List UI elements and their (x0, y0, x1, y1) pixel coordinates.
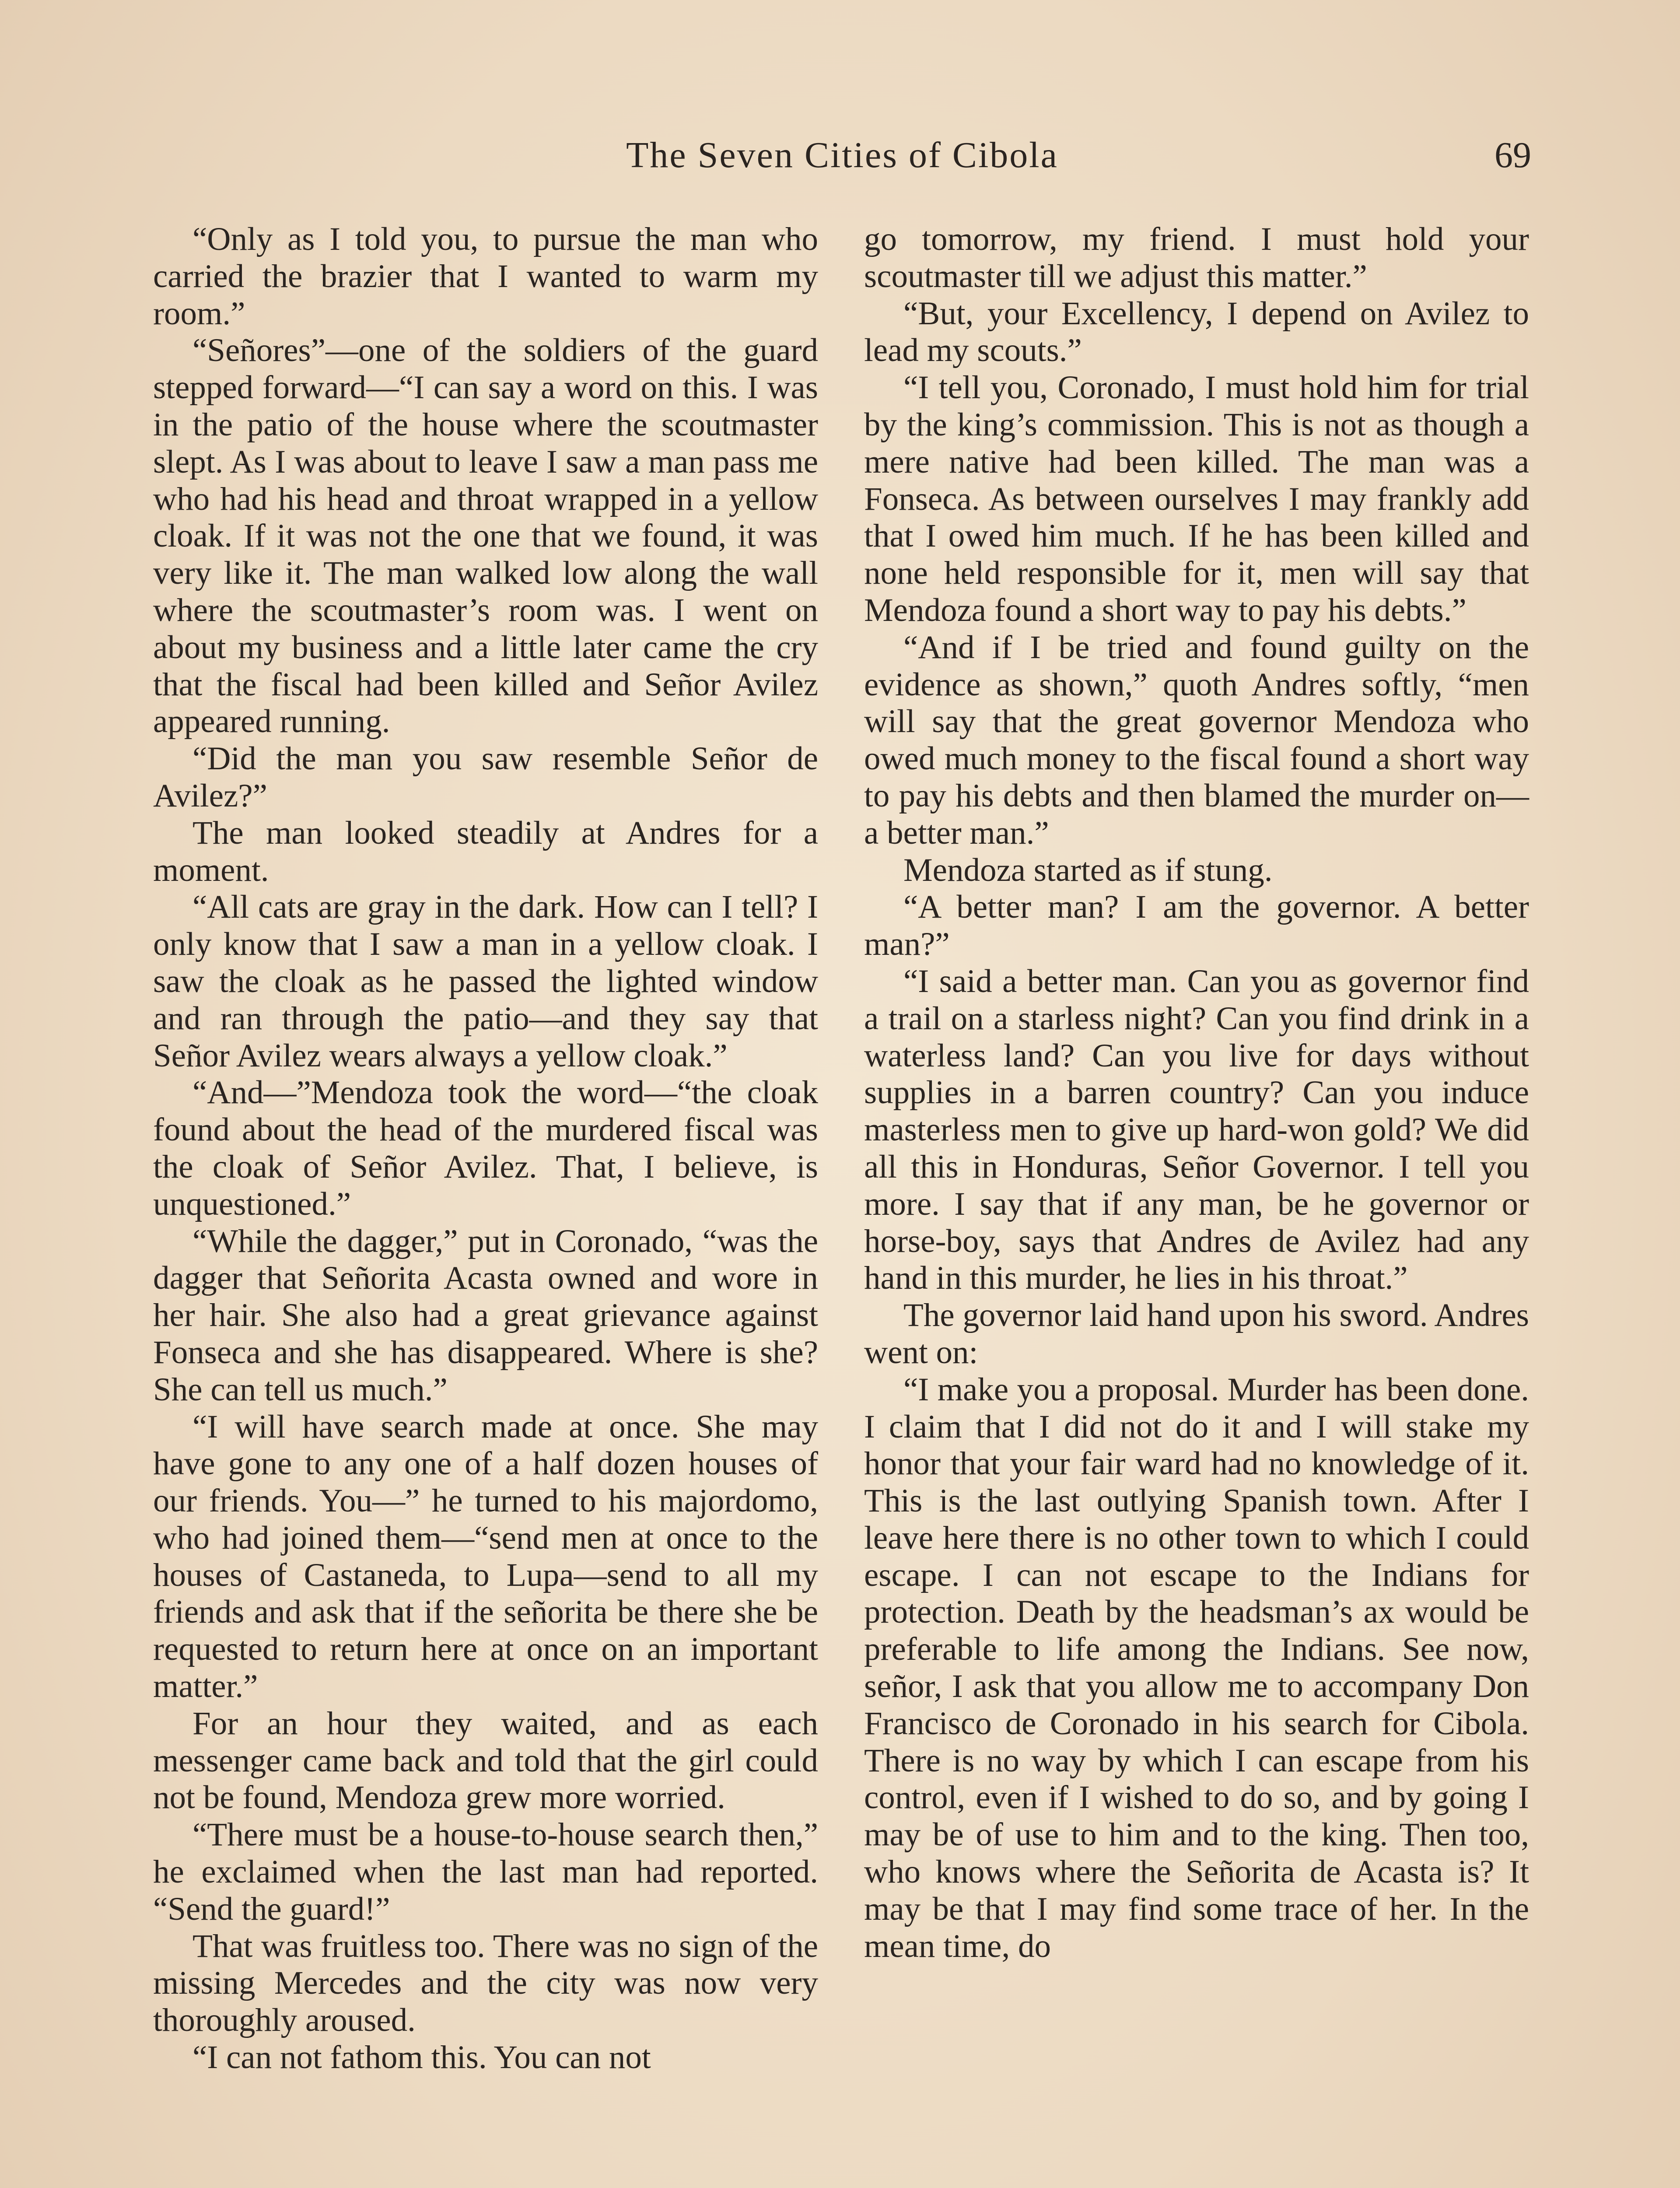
running-title: The Seven Cities of Cibola (626, 135, 1058, 175)
page-header (153, 127, 1531, 184)
paragraph: “All cats are gray in the dark. How can I tell? I only know that I saw a man in a yellow cloak. I saw the cloak as he passed the lighted window and ran through the patio—and they say that Señor Avilez wears always a yellow cloak.” (153, 889, 818, 1074)
paragraph: “While the dagger,” put in Coronado, “was the dagger that Señorita Acasta owned and wore in her hair. She also had a great grievance against Fonseca and she has disappeared. Where is she? She can tell us much.” (153, 1223, 818, 1408)
paragraph: “Only as I told you, to pursue the man who carried the brazier that I wanted to warm my room.” (153, 221, 818, 332)
paragraph: “And—”Mendoza took the word—“the cloak found about the head of the murdered fiscal was the cloak of Señor Avilez. That, I believe, is unquestioned.” (153, 1074, 818, 1222)
paragraph: “I will have search made at once. She may have gone to any one of a half dozen houses of our friends. You—” he turned to his majordomo, who had joined them—“send men at once to the houses of Castaneda, to Lupa—send to all my friends and ask that if the señorita be there she be requested to return here at once on an important matter.” (153, 1408, 818, 1705)
paragraph: Mendoza started as if stung. (903, 852, 1273, 888)
paragraph: “There must be a house-to-house search then,” he exclaimed when the last man had reported. “Send the guard!” (153, 1816, 818, 1927)
paragraph: “Did the man you saw resemble Señor de Avilez?” (153, 740, 818, 814)
right-column (864, 221, 1529, 1965)
paragraph: go tomorrow, my friend. I must hold your scoutmaster till we adjust this matter.” (864, 221, 1529, 295)
paragraph: The governor laid hand upon his sword. Andres went on: (864, 1297, 1529, 1371)
paragraph: The man looked steadily at Andres for a moment. (153, 814, 818, 888)
page-number: 69 (1494, 135, 1531, 175)
paragraph: “A better man? I am the governor. A better man?” (864, 889, 1529, 963)
left-column (153, 221, 818, 2076)
paragraph: “I tell you, Coronado, I must hold him for trial by the king’s commission. This is not as though a mere native had been killed. The man was a Fonseca. As between ourselves I may frankly add that I owed him much. If he has been killed and none held responsible for it, men will say that Mendoza found a short way to pay his debts.” (864, 369, 1529, 628)
paragraph: “And if I be tried and found guilty on the evidence as shown,” quoth Andres softly, “men will say that the great governor Mendoza who owed much money to the fiscal found a short way to pay his debts and then blamed the murder on—a better man.” (864, 629, 1529, 851)
paragraph: “I make you a proposal. Murder has been done. I claim that I did not do it and I will stake my honor that your fair ward had no knowledge of it. This is the last outlying Spanish town. After I leave here there is no other town to which I could escape. I can not escape to the Indians for protection. Death by the headsman’s ax would be preferable to life among the Indians. See now, señor, I ask that you allow me to accompany Don Francisco de Coronado in his search for Cibola. There is no way by which I can escape from his control, even if I wished to do so, and by going I may be of use to him and to the king. Then too, who knows where the Señorita de Acasta is? It may be that I may find some trace of her. In the mean time, do (864, 1371, 1529, 1964)
paragraph: “I can not fathom this. You can not (192, 2039, 651, 2076)
paragraph: “But, your Excellency, I depend on Avilez to lead my scouts.” (864, 295, 1529, 369)
paragraph: “Señores”—one of the soldiers of the guard stepped forward—“I can say a word on this. I was in the patio of the house where the scoutmaster slept. As I was about to leave I saw a man pass me who had his head and throat wrapped in a yellow cloak. If it was not the one that we found, it was very like it. The man walked low along the wall where the scoutmaster’s room was. I went on about my business and a little later came the cry that the fiscal had been killed and Señor Avilez appeared running. (153, 332, 818, 740)
paragraph: That was fruitless too. There was no sign of the missing Mercedes and the city was now very thoroughly aroused. (153, 1928, 818, 2039)
paragraph: “I said a better man. Can you as governor find a trail on a starless night? Can you find drink in a waterless land? Can you live for days without supplies in a barren country? Can you induce masterless men to give up hard-won gold? We did all this in Honduras, Señor Governor. I tell you more. I say that if any man, be he governor or horse-boy, says that Andres de Avilez had any hand in this murder, he lies in his throat.” (864, 963, 1529, 1297)
paragraph: For an hour they waited, and as each messenger came back and told that the girl could not be found, Mendoza grew more worried. (153, 1705, 818, 1816)
